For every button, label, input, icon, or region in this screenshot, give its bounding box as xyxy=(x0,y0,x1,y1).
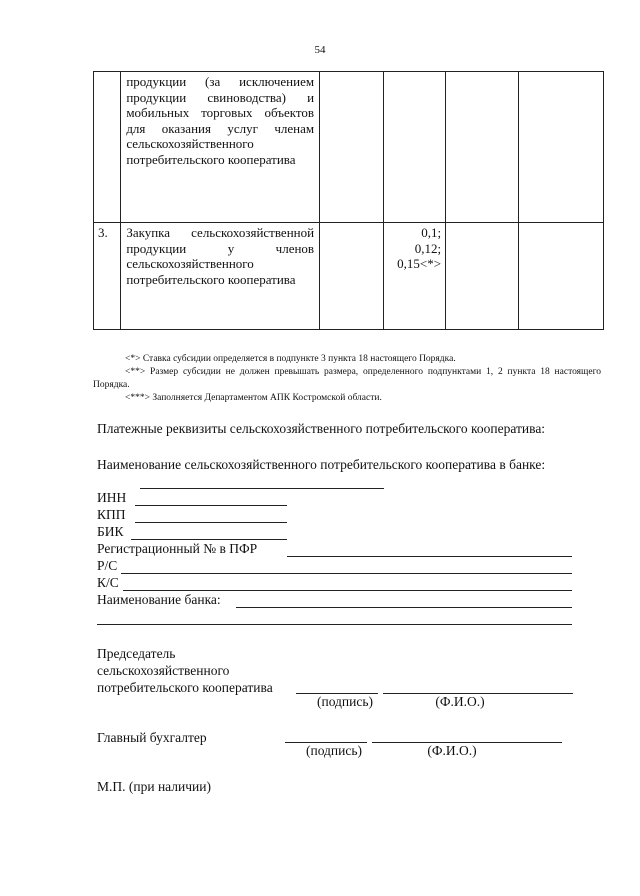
ks-field[interactable] xyxy=(123,590,572,591)
accountant-title: Главный бухгалтер xyxy=(97,730,207,745)
rate-value: 0,15<*> xyxy=(397,256,442,272)
empty-cell xyxy=(446,72,519,223)
accountant-signature-caption: (подпись) xyxy=(305,743,363,758)
bik-field[interactable] xyxy=(131,539,287,540)
table-row xyxy=(94,72,604,223)
stamp-note: М.П. (при наличии) xyxy=(97,779,211,794)
accountant-name-caption: (Ф.И.О.) xyxy=(427,743,477,758)
bank-name-label: Наименование сельскохозяйственного потребительского кооператива в банке: xyxy=(97,457,546,472)
footnotes xyxy=(93,353,601,405)
empty-cell xyxy=(446,223,519,330)
chairman-title: сельскохозяйственного xyxy=(97,663,230,678)
rate-value: 0,1; xyxy=(421,225,442,240)
footnote: <**> Размер субсидии не должен превышать размера, определенного подпунктами 1, 2 пункта 18 настоящего Порядка. xyxy=(93,367,601,390)
ks-label: К/С xyxy=(97,575,119,590)
footnote: <***> Заполняется Департаментом АПК Костромской области. xyxy=(125,393,382,403)
rate-value: 0,12; xyxy=(414,240,442,256)
subsidy-table xyxy=(93,71,604,330)
empty-cell xyxy=(519,72,604,223)
row-number xyxy=(94,72,121,223)
chairman-signature-caption: (подпись) xyxy=(316,694,374,709)
row-description: продукции (за исключением продукции свиноводства) и мобильных торговых объектов для оказания услуг членам сельскохозяйственного потребительского кооператива xyxy=(121,72,320,223)
bank-name-field[interactable] xyxy=(140,488,384,489)
footnote: <*> Ставка субсидии определяется в подпункте 3 пункта 18 настоящего Порядка. xyxy=(125,354,456,364)
rs-field[interactable] xyxy=(121,573,572,574)
bank-field-continued[interactable] xyxy=(97,624,572,625)
inn-field[interactable] xyxy=(135,505,287,506)
pfr-label: Регистрационный № в ПФР xyxy=(97,541,258,556)
payment-intro: Платежные реквизиты сельскохозяйственного потребительского кооператива: xyxy=(97,421,546,436)
kpp-field[interactable] xyxy=(135,522,287,523)
chairman-title: Председатель xyxy=(97,646,176,661)
rate-cell xyxy=(383,223,445,330)
pfr-field[interactable] xyxy=(287,556,572,557)
chairman-name-caption: (Ф.И.О.) xyxy=(435,694,485,709)
empty-cell xyxy=(320,223,384,330)
row-description: Закупка сельскохозяйственной продукции у членов сельскохозяйственного потребительского кооператива xyxy=(121,223,320,330)
rs-label: Р/С xyxy=(97,558,118,573)
kpp-label: КПП xyxy=(97,507,126,522)
empty-cell xyxy=(320,72,384,223)
rate-cell xyxy=(383,72,445,223)
row-number: 3. xyxy=(94,223,121,330)
table-row xyxy=(94,223,604,330)
bik-label: БИК xyxy=(97,524,124,539)
chairman-title: потребительского кооператива xyxy=(97,680,273,695)
page-number: 54 xyxy=(314,44,326,56)
bank-label: Наименование банка: xyxy=(97,592,221,607)
inn-label: ИНН xyxy=(97,490,127,505)
bank-field[interactable] xyxy=(236,607,572,608)
empty-cell xyxy=(519,223,604,330)
